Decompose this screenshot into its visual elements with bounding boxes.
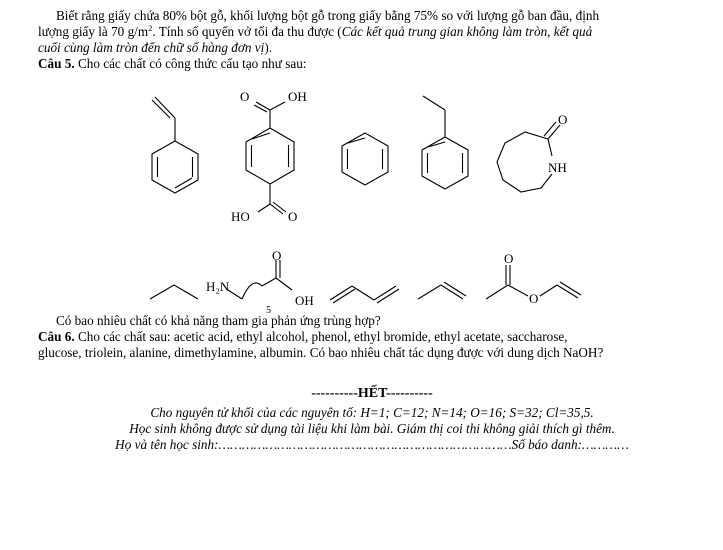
ethylbenzene-structure: [422, 96, 468, 189]
benzene-structure: [342, 133, 388, 185]
terephthalic-bottom-ho: HO: [231, 209, 250, 224]
butadiene-structure: [330, 286, 399, 303]
question-6-line2: glucose, triolein, alanine, dimethylamine, albumin. Có bao nhiêu chất tác dụng được với dung dịch NaOH?: [38, 345, 604, 360]
vinyl-acetate-o-mid: O: [529, 291, 539, 306]
caprolactam-o: O: [558, 112, 568, 127]
student-name-line: Họ và tên học sinh:…………………………………………………………………Số báo danh:…………: [115, 437, 629, 452]
question-5-prompt: Có bao nhiêu chất có khả năng tham gia phản ứng trùng hợp?: [56, 313, 381, 328]
aminocaproic-acid-structure: [228, 260, 292, 299]
terephthalic-top-o: O: [240, 89, 250, 104]
question-5-heading: Câu 5. Cho các chất có công thức cấu tạo như sau:: [38, 56, 307, 71]
vinyl-acetate-o-top: O: [504, 251, 514, 266]
terephthalic-bottom-o: O: [288, 209, 298, 224]
problem-text-line1: Biết rằng giấy chứa 80% bột gỗ, khối lượng bột gỗ trong giấy bằng 75% so với lượng gỗ ban đầu, định: [56, 8, 600, 23]
question-6-line1: Câu 6. Cho các chất sau: acetic acid, ethyl alcohol, phenol, ethyl bromide, ethyl acetate, saccharose,: [38, 329, 568, 344]
end-marker: ----------HẾT----------: [311, 386, 433, 401]
problem-text-line3: cuối cùng làm tròn đến chữ số hàng đơn vị).: [38, 40, 273, 55]
propane-structure: [150, 285, 198, 299]
terephthalic-top-oh: OH: [288, 89, 307, 104]
propene-structure: [418, 282, 466, 299]
terephthalic-acid-structure: [246, 102, 294, 214]
caprolactam-structure: [497, 122, 560, 192]
caprolactam-nh: NH: [548, 160, 567, 175]
amino-subscript: 5: [266, 305, 271, 316]
problem-text-line2: lượng giấy là 70 $g/m^2$. Tính số quyển vở tối đa thu được (Các kết quả trung gian không làm tròn, kết quả: [38, 23, 593, 39]
atomic-masses: Cho nguyên tử khối của các nguyên tố: H=1; C=12; N=14; O=16; S=32; Cl=35,5.: [150, 405, 594, 420]
exam-note: Học sinh không được sử dụng tài liệu khi làm bài. Giám thị coi thi không giải thích gì thêm.: [129, 421, 615, 436]
amino-h2n: H₂N: [206, 279, 230, 294]
amino-oh: OH: [295, 293, 314, 308]
amino-o: O: [272, 248, 282, 263]
styrene-structure: [152, 97, 198, 193]
